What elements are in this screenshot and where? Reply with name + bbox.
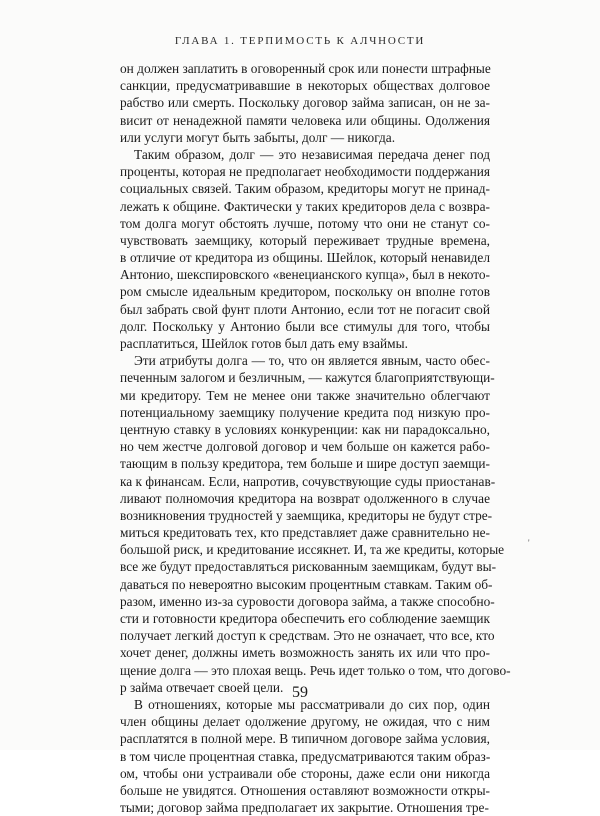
text-line: все же будут предоставляться рискованным заемщикам, будут вы- <box>120 559 497 575</box>
text-line: ми кредитору. Тем не менее они также значительно облегчают <box>120 387 490 403</box>
running-header: ГЛАВА 1. ТЕРПИМОСТЬ К АЛЧНОСТИ <box>174 35 426 47</box>
text-line: чувствовать заемщику, который переживает трудные времена, <box>120 232 490 248</box>
text-line: санкции, предусматривавшие в некоторых обществах долговое <box>120 78 490 94</box>
text-line: получает легкий доступ к средствам. Это не означает, что все, кто <box>120 628 495 644</box>
text-line: он должен заплатить в оговоренный срок или понести штрафные <box>120 61 491 76</box>
text-line: ром смысле идеальным кредитором, поскольку он вполне готов <box>120 284 490 300</box>
text-line: даваться по невероятно высоким процентным ставкам. Таким об- <box>120 576 493 592</box>
text-line: В отношениях, которые мы рассматривали до сих пор, один <box>134 696 490 712</box>
text-line: печенным залогом и безличным, — кажутся благоприятствующи- <box>120 370 495 386</box>
text-line: сти и готовности кредитора обеспечить его соблюдение заемщик <box>120 611 490 626</box>
text-line: социальных связей. Таким образом, кредиторы могут не принад- <box>120 181 490 197</box>
page-number: 59 <box>292 684 308 701</box>
text-line: больше не увидятся. Отношения оставляют возможности откры- <box>120 782 490 798</box>
text-line: большой риск, и кредитование иссякнет. И, та же кредиты, которые <box>120 542 505 558</box>
text-line: ом, чтобы они устраивали обе стороны, даже если они никогда <box>120 765 490 781</box>
text-line: ка к финансам. Если, напротив, сочувствующие суды приостанав- <box>120 473 496 489</box>
text-line: центную ставку в условиях конкуренции: как ни парадоксально, <box>120 421 490 437</box>
text-line: долг. Поскольку у Антонио были все стимулы для того, чтобы <box>120 318 490 334</box>
text-line: расплатятся в полной мере. В типичном договоре займа условия, <box>120 731 490 747</box>
text-line: или услуги могут быть забыты, долг — никогда. <box>120 129 396 145</box>
text-line: Антонио, шекспировского «венецианского купца», был в некото- <box>120 267 490 283</box>
text-line: миться кредитовать тех, кто представляет даже сравнительно не- <box>120 525 490 541</box>
text-line: лежать к общине. Фактически у таких кредиторов дела с возвра- <box>120 198 490 214</box>
text-line: Таким образом, долг — это независимая передача денег под <box>134 146 490 162</box>
text-line: был забрать свой фунт плоти Антонио, если тот не погасит свой <box>120 301 490 317</box>
text-line: тающим в пользу кредитора, тем больше и шире доступ заемщи- <box>120 456 490 472</box>
text-line: хочет денег, должны иметь возможность занять их или что про- <box>120 645 490 661</box>
text-line: Эти атрибуты долга — то, что он является явным, часто обес- <box>134 353 490 369</box>
text-line: висит от ненадежной памяти человека или общины. Одолжения <box>120 112 490 128</box>
text-line: тыми; договор займа предполагает их закрытие. Отношения тре- <box>120 800 489 816</box>
margin-mark: ' <box>528 538 530 548</box>
text-line: рабство или смерть. Поскольку договор займа записан, он не за- <box>120 95 490 111</box>
text-line: проценты, которая не предполагает необходимости поддержания <box>120 164 490 180</box>
text-line: возникновения трудностей у заемщика, кредиторы не будут стре- <box>120 507 493 523</box>
paragraph <box>120 60 490 146</box>
paragraph <box>120 696 490 816</box>
text-line: разом, именно из-за суровости договора займа, а также способно- <box>120 593 495 609</box>
paragraph <box>120 146 490 352</box>
text-line: член общины делает одолжение другому, не ожидая, что с ним <box>120 714 490 730</box>
text-line: щение долга — это плохая вещь. Речь идет только о том, что догово- <box>120 662 511 678</box>
text-line: ливают полномочия кредитора на возврат одолженного в случае <box>120 490 490 506</box>
text-line: в отличие от кредитора из общины. Шейлок, который ненавидел <box>120 250 490 266</box>
text-line: в том числе процентная ставка, предусматриваются таким образ- <box>120 748 491 764</box>
body-text <box>120 60 511 816</box>
text-line: расплатиться, Шейлок готов был дать ему взаймы. <box>120 336 408 351</box>
text-line: но чем жестче долговой договор и чем больше он кажется рабо- <box>120 439 490 455</box>
text-line: р займа отвечает своей цели. <box>120 679 284 695</box>
paragraph <box>120 352 511 696</box>
text-line: потенциальному заемщику получение кредита под низкую про- <box>120 404 490 420</box>
text-line: том долга могут обстоять лучше, потому что они не станут со- <box>120 215 490 231</box>
